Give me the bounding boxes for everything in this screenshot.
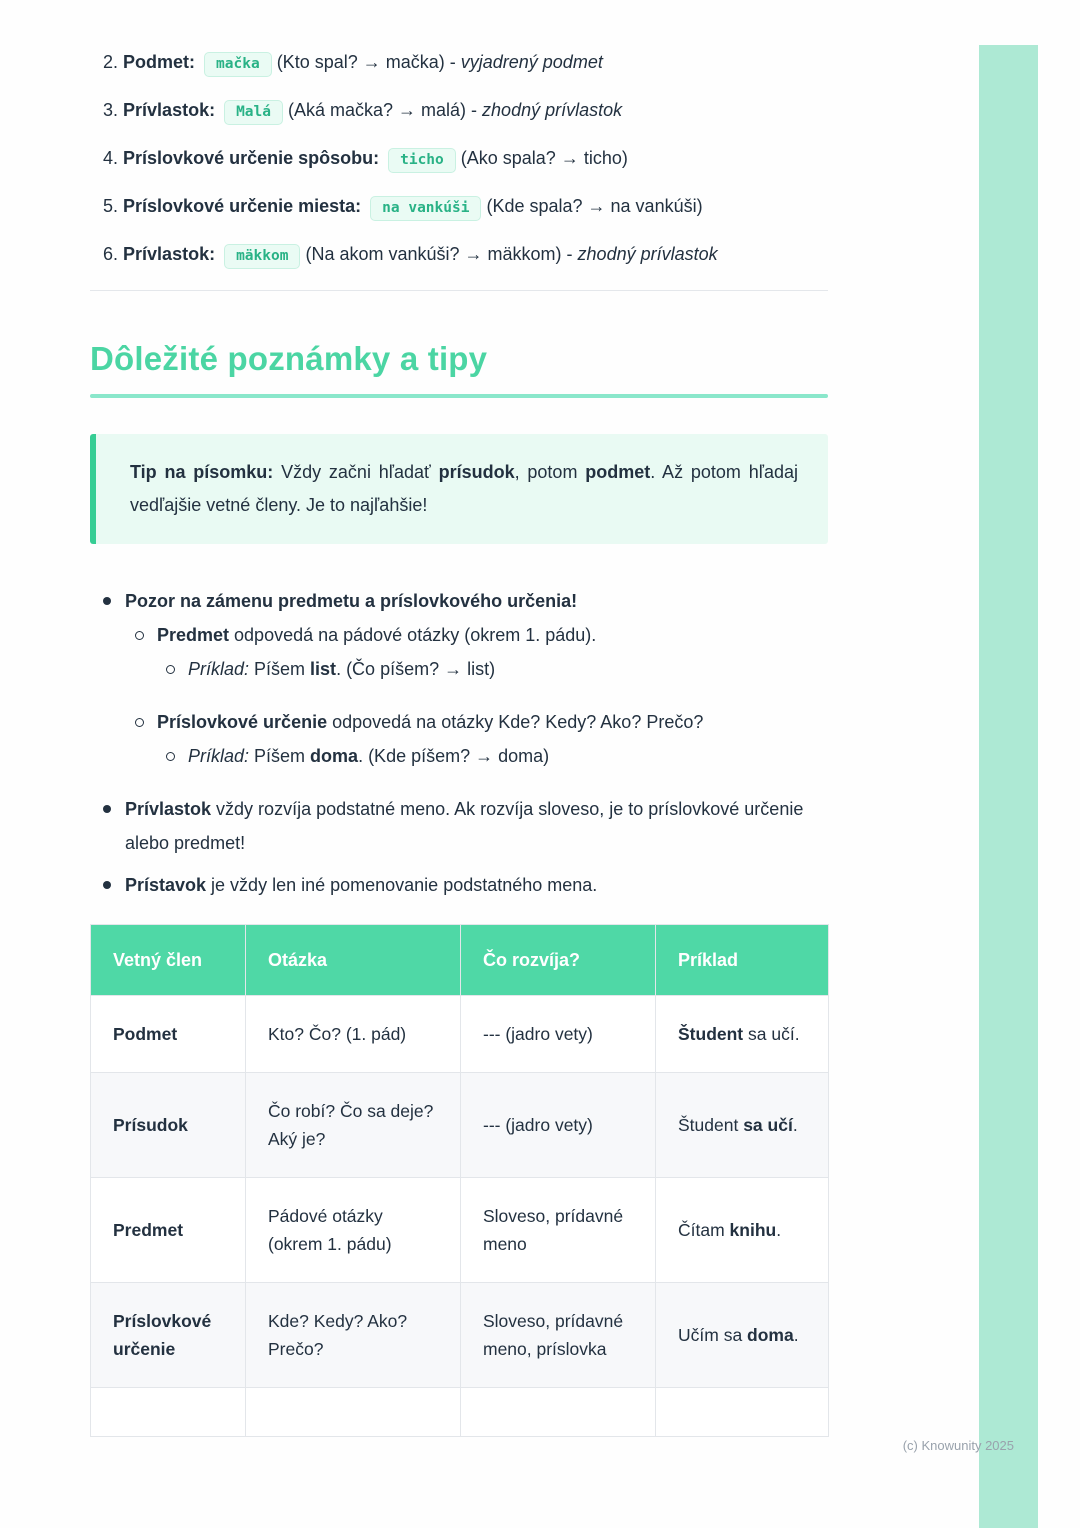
note-item [90,584,828,618]
cell-member: Predmet [91,1178,246,1283]
cell-empty [461,1388,656,1437]
tip-segment: . Až potom hľadaj vedľajšie vetné členy. Je to najľahšie! [130,462,798,515]
section-heading: Dôležité poznámky a tipy [90,340,488,377]
note-example [90,739,828,773]
item-number: 5. [103,196,119,216]
item-text: (Aká mačka? → malá) - [283,100,483,120]
note-text: Píšem [249,746,311,766]
notes-list [90,584,828,902]
note-term: Prístavok [125,875,207,895]
note-text: odpovedá na otázky Kde? Kedy? Ako? Prečo? [327,712,704,732]
column-header: Otázka [246,925,461,996]
column-header: Vetný člen [91,925,246,996]
table-row [91,996,829,1073]
item-label: Príslovkové určenie miesta: [123,196,362,216]
example-text: . [792,1115,798,1135]
sentence-item [103,146,828,173]
item-label: Prívlastok: [123,244,216,264]
table-row [91,1178,829,1283]
example-text: . [793,1325,799,1345]
inline-code-chip: na vankúši [370,196,481,221]
item-text: (Kto spal? → mačka) - [271,52,461,72]
note-text: . (Kde píšem? → doma) [358,746,550,766]
cell-question: Čo robí? Čo sa deje? Aký je? [246,1073,461,1178]
example-text: sa učí. [743,1024,800,1044]
cell-question: Pádové otázky (okrem 1. pádu) [246,1178,461,1283]
tip-label: Tip na písomku: [130,462,274,482]
sentence-members-table [90,924,829,1437]
item-label: Prívlastok: [123,100,216,120]
example-bold: Študent [678,1024,744,1044]
item-label: Podmet: [123,52,196,72]
item-text: (Ako spala? → ticho) [455,148,628,168]
cell-example [656,1283,829,1388]
example-label: Príklad: [188,746,250,766]
sentence-item [103,50,828,77]
cell-develops: --- (jadro vety) [461,1073,656,1178]
example-text: . [776,1220,782,1240]
side-accent-strip [979,45,1038,1528]
item-number: 6. [103,244,119,264]
footer-copyright: (c) Knowunity 2025 [902,1438,1014,1453]
cell-example [656,1178,829,1283]
tip-segment: , potom [514,462,586,482]
table-row [91,1283,829,1388]
item-label: Príslovkové určenie spôsobu: [123,148,380,168]
item-note: zhodný prívlastok [577,244,718,264]
table-header-row [91,925,829,996]
note-term: Príslovkové určenie [157,712,328,732]
note-term: Prívlastok [125,799,212,819]
note-example [90,652,828,686]
column-header: Príklad [656,925,829,996]
inline-code-chip: Malá [224,100,283,125]
heading-underline [90,394,828,398]
tip-bold-word: prísudok [438,462,515,482]
inline-code-chip: mačka [204,52,272,77]
table-row [91,1073,829,1178]
note-term: Predmet [157,625,230,645]
example-text: Študent [678,1115,744,1135]
cell-member: Príslovkové určenie [91,1283,246,1388]
item-note: vyjadrený podmet [460,52,603,72]
section-divider [90,290,828,291]
item-number: 3. [103,100,119,120]
note-item [90,618,828,652]
cell-member: Prísudok [91,1073,246,1178]
note-item [90,792,828,860]
tip-segment: Vždy začni hľadať [273,462,439,482]
cell-develops: Sloveso, prídavné meno, príslovka [461,1283,656,1388]
note-text: vždy rozvíja podstatné meno. Ak rozvíja sloveso, je to príslovkové určenie alebo predmet! [125,799,804,853]
cell-example [656,996,829,1073]
item-number: 4. [103,148,119,168]
page-content [90,0,828,1437]
cell-example [656,1073,829,1178]
sentence-item [103,98,828,125]
cell-member: Podmet [91,996,246,1073]
note-text: je vždy len iné pomenovanie podstatného mena. [206,875,598,895]
tip-text [130,456,798,522]
sentence-item [103,242,828,269]
item-text: (Kde spala? → na vankúši) [481,196,703,216]
cell-develops: --- (jadro vety) [461,996,656,1073]
note-text: Pozor na zámenu predmetu a príslovkového určenia! [125,591,578,611]
note-text: odpovedá na pádové otázky (okrem 1. pádu). [229,625,597,645]
note-item [90,705,828,739]
item-text: (Na akom vankúši? → mäkkom) - [300,244,578,264]
sentence-item [103,194,828,221]
inline-code-chip: ticho [388,148,456,173]
example-label: Príklad: [188,659,250,679]
note-text: . (Čo píšem? → list) [336,659,496,679]
tip-bold-word: podmet [585,462,651,482]
example-text: Učím sa [678,1325,748,1345]
note-term: list [310,659,337,679]
cell-question: Kde? Kedy? Ako? Prečo? [246,1283,461,1388]
sentence-analysis-list [90,0,828,269]
example-bold: doma [747,1325,794,1345]
cell-develops: Sloveso, prídavné meno [461,1178,656,1283]
cell-empty [656,1388,829,1437]
note-text: Píšem [249,659,311,679]
note-item [90,868,828,902]
example-text: Čítam [678,1220,730,1240]
cell-empty [91,1388,246,1437]
item-note: zhodný prívlastok [482,100,623,120]
inline-code-chip: mäkkom [224,244,300,269]
item-number: 2. [103,52,119,72]
table-row-partial [91,1388,829,1437]
column-header: Čo rozvíja? [461,925,656,996]
note-term: doma [310,746,359,766]
cell-empty [246,1388,461,1437]
cell-question: Kto? Čo? (1. pád) [246,996,461,1073]
example-bold: knihu [729,1220,777,1240]
tip-callout [90,434,828,544]
example-bold: sa učí [743,1115,793,1135]
